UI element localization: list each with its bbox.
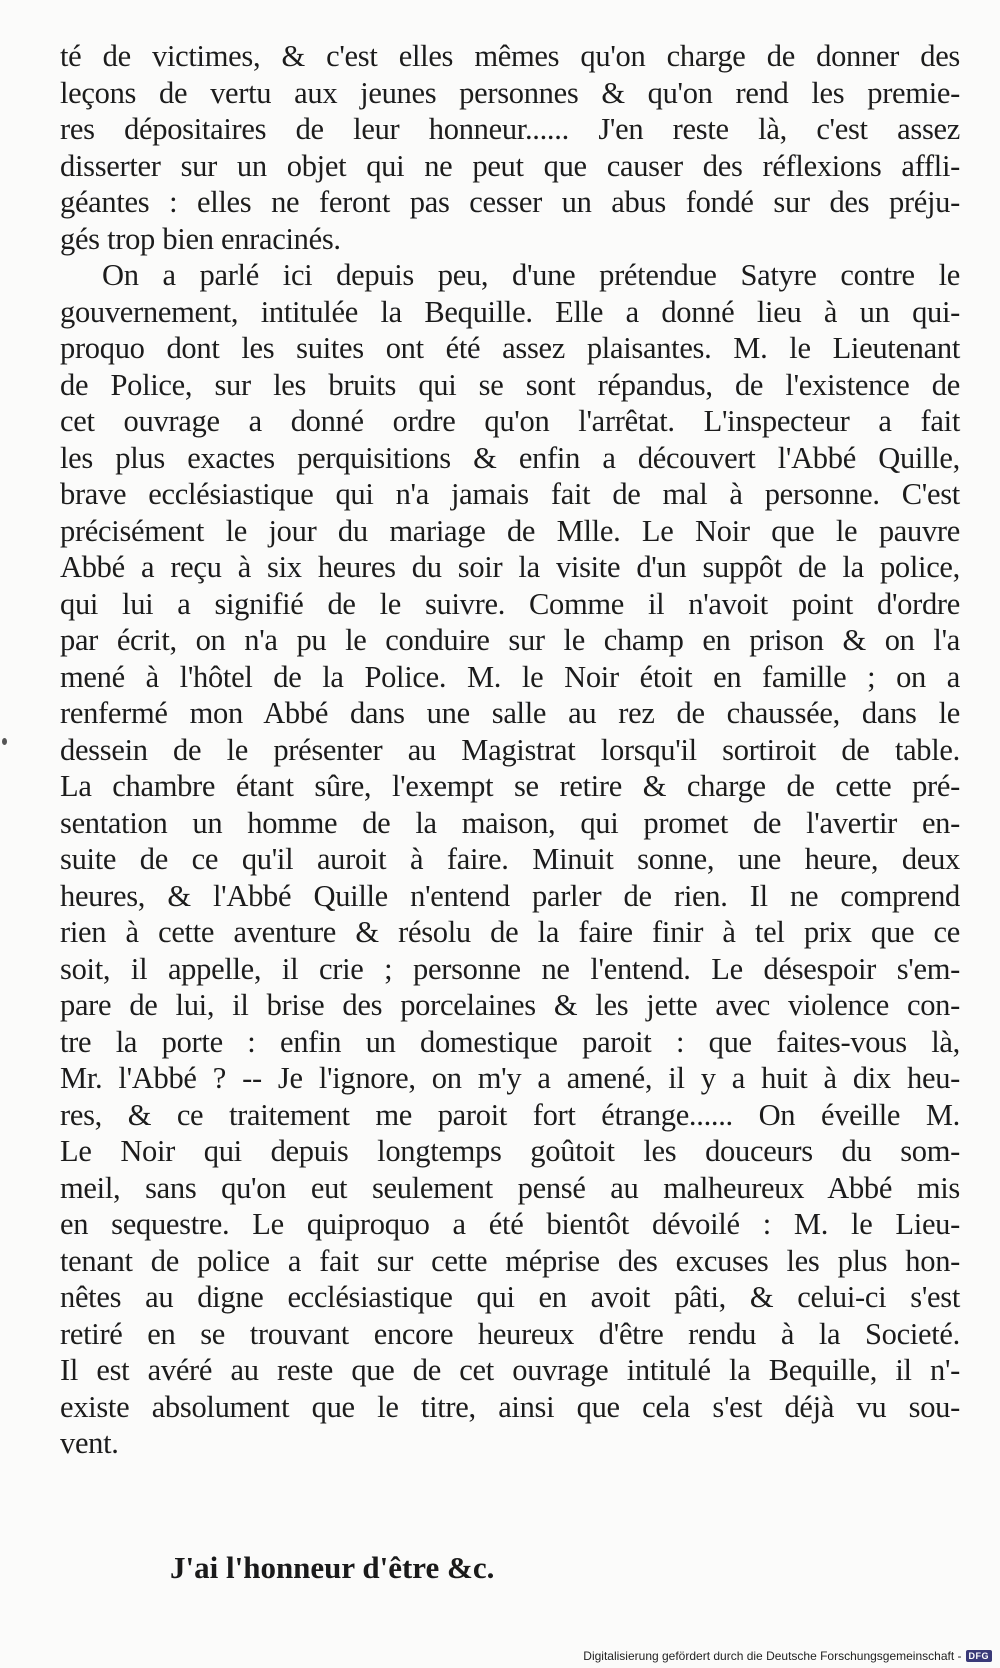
text-line: Mr. l'Abbé ? -- Je l'ignore, on m'y a amené, il y a huit à dix heu- (60, 1061, 960, 1095)
text-line: gés trop bien enracinés. (60, 221, 341, 256)
text-line: La chambre étant sûre, l'exempt se retire & charge de cette pré- (60, 769, 960, 803)
text-line: dessein de le présenter au Magistrat lorsqu'il sortiroit de table. (60, 732, 960, 767)
text-line: par écrit, on n'a pu le conduire sur le champ en prison & on l'a (60, 623, 960, 657)
text-line: On a parlé ici depuis peu, d'une prétendue Satyre contre le (102, 258, 960, 292)
text-line: leçons de vertu aux jeunes personnes & qu'on rend les premie- (60, 75, 960, 110)
text-line: res dépositaires de leur honneur...... J'en reste là, c'est assez (60, 112, 960, 146)
text-line: Le Noir qui depuis longtemps goûtoit les douceurs du som- (60, 1134, 960, 1168)
text-line: cet ouvrage a donné ordre qu'on l'arrêtat. L'inspecteur a fait (60, 404, 960, 438)
text-line: Il est avéré au reste que de cet ouvrage intitulé la Bequille, il n'- (60, 1353, 960, 1387)
text-line: rien à cette aventure & résolu de la faire finir à tel prix que ce (60, 915, 960, 949)
text-line: pare de lui, il brise des porcelaines & les jette avec violence con- (60, 988, 960, 1022)
text-line: té de victimes, & c'est elles mêmes qu'on charge de donner des (60, 39, 960, 73)
text-line: tenant de police a fait sur cette méprise des excuses les plus hon- (60, 1243, 960, 1278)
text-line: qui lui a signifié de le suivre. Comme il n'avoit point d'ordre (60, 586, 960, 621)
text-line: vent. (60, 1426, 119, 1460)
closing-salutation: J'ai l'honneur d'être &c. (170, 1550, 495, 1585)
text-line: meil, sans qu'on eut seulement pensé au malheureux Abbé mis (60, 1170, 960, 1205)
text-line: de Police, sur les bruits qui se sont répandus, de l'existence de (60, 367, 960, 402)
text-line: gouvernement, intitulée la Bequille. Elle a donné lieu à un qui- (60, 294, 960, 329)
text-line: mené à l'hôtel de la Police. M. le Noir étoit en famille ; on a (60, 659, 960, 694)
text-line: res, & ce traitement me paroit fort étrange...... On éveille M. (60, 1097, 960, 1132)
digitization-footer (583, 1647, 992, 1665)
text-line: les plus exactes perquisitions & enfin a découvert l'Abbé Quille, (60, 440, 960, 475)
text-line: précisément le jour du mariage de Mlle. Le Noir que le pauvre (60, 513, 960, 548)
text-line: disserter sur un objet qui ne peut que causer des réflexions affli- (60, 148, 960, 183)
text-line: Abbé a reçu à six heures du soir la visite d'un suppôt de la police, (60, 550, 960, 584)
dfg-logo-icon: DFG (966, 1650, 993, 1662)
footer-credit: Digitalisierung gefördert durch die Deutsche Forschungsgemeinschaft - (583, 1649, 962, 1663)
text-line: sentation un homme de la maison, qui promet de l'avertir en- (60, 805, 960, 840)
text-line: en sequestre. Le quiproquo a été bientôt dévoilé : M. le Lieu- (60, 1207, 960, 1241)
text-line: suite de ce qu'il auroit à faire. Minuit sonne, une heure, deux (60, 842, 960, 876)
text-line: proquo dont les suites ont été assez plaisantes. M. le Lieutenant (60, 331, 960, 365)
margin-ink-mark (2, 738, 7, 745)
text-line: renfermé mon Abbé dans une salle au rez de chaussée, dans le (60, 696, 960, 730)
text-line: heures, & l'Abbé Quille n'entend parler de rien. Il ne comprend (60, 878, 960, 913)
text-line: retiré en se trouvant encore heureux d'être rendu à la Societé. (60, 1316, 960, 1351)
text-line: brave ecclésiastique qui n'a jamais fait de mal à personne. C'est (60, 477, 960, 511)
text-line: nêtes au digne ecclésiastique qui en avoit pâti, & celui-ci s'est (60, 1280, 960, 1314)
text-line: géantes : elles ne feront pas cesser un abus fondé sur des préju- (60, 185, 960, 219)
text-line: soit, il appelle, il crie ; personne ne l'entend. Le désespoir s'em- (60, 951, 960, 986)
text-line: existe absolument que le titre, ainsi que cela s'est déjà vu sou- (60, 1389, 960, 1424)
text-line: tre la porte : enfin un domestique paroit : que faites-vous là, (60, 1024, 960, 1059)
body-text (60, 38, 960, 1462)
